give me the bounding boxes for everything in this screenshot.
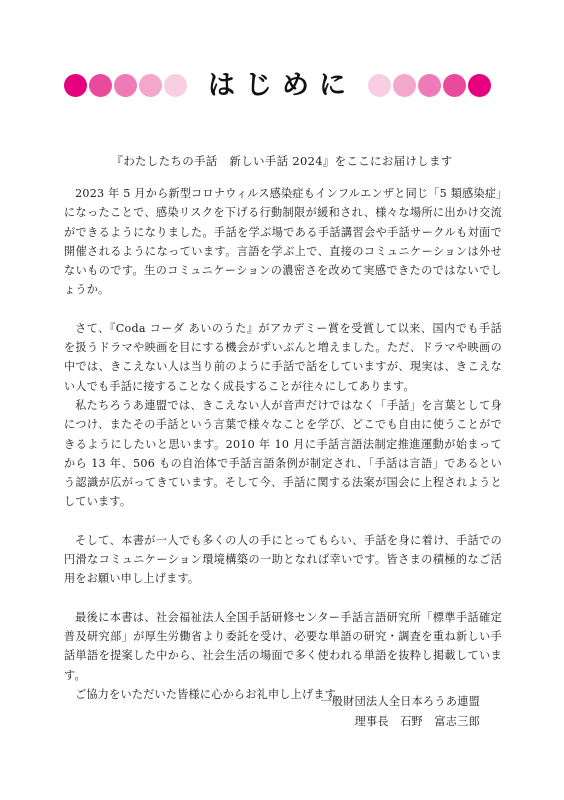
decorative-dot-right-1 <box>368 74 391 97</box>
decorative-dot-right-5 <box>468 74 491 97</box>
paragraph-coda: さて、『Coda コーダ あいのうた』がアカデミー賞を受賞して以来、国内でも手話を扱うドラマや映画を目にする機会がずいぶんと増えました。ただ、ドラマや映画の中では、きこえない人は当り前のように手話で話をしていますが、現実は、きこえない人でも手話に接することなく成長することが往々にしてあります。 <box>64 321 502 393</box>
decorative-dot-right-2 <box>393 74 416 97</box>
signature-block <box>320 692 480 732</box>
page-title: はじめに <box>208 70 356 101</box>
paragraph-acknowledgement: 最後に本書は、社会福祉法人全国手話研修センター手話言語研究所「標準手話確定普及研究部」が厚生労働省より委託を受け、必要な単語の研究・調査を重ね新しい手話単語を提案した中から、社会生活の場面で多く使われる単語を抜粋し掲載しています。 <box>64 610 502 682</box>
decorative-dot-right-4 <box>443 74 466 97</box>
paragraph-thanks: ご協力をいただいた皆様に心からお礼申し上げます。 <box>75 687 347 701</box>
signature-organization: 一般財団法人全日本ろうあ連盟 <box>320 695 480 708</box>
body-text <box>64 184 502 704</box>
decorative-dot-right-3 <box>418 74 441 97</box>
paragraph-book-purpose: そして、本書が一人でも多くの人の手にとってもらい、手話を身に着け、手話での円滑なコミュニケーション環境構築の一助となれば幸いです。皆さまの積極的なご活用をお願い申し上げます。 <box>64 533 502 586</box>
paragraph-federation: 私たちろうあ連盟では、きこえない人が音声だけではなく「手話」を言葉として身につけ、またその手話という言葉で様々なことを学び、どこでも自由に使うことができるようにしたいと思います。2010 年 10 月に手話言語法制定推進運動が始まってから 13 年、506 もの自治体で手話言語条例が制定され、「手話は言語」であるという認識が広がってきています。そして今、手話に関する法案が国会に上程されようとしています。 <box>64 398 502 509</box>
signature-person: 理事長 石野 富志三郎 <box>354 715 480 728</box>
page-header <box>0 68 564 108</box>
page-subtitle: 『わたしたちの手話 新しい手話 2024』をここにお届けします <box>111 154 453 168</box>
paragraph-covid: 2023 年 5 月から新型コロナウィルス感染症もインフルエンザと同じ「5 類感染症」になったことで、感染リスクを下げる行動制限が緩和され、様々な場所に出かけ交流ができるようになりました。手話を学ぶ場である手話講習会や手話サークルも対面で開催されるようになっています。言語を学ぶ上で、直接のコミュニケーションは外せないものです。生のコミュニケーションの濃密さを改めて実感できたのではないでしょうか。 <box>64 187 502 297</box>
decorative-dots-right <box>368 74 491 97</box>
